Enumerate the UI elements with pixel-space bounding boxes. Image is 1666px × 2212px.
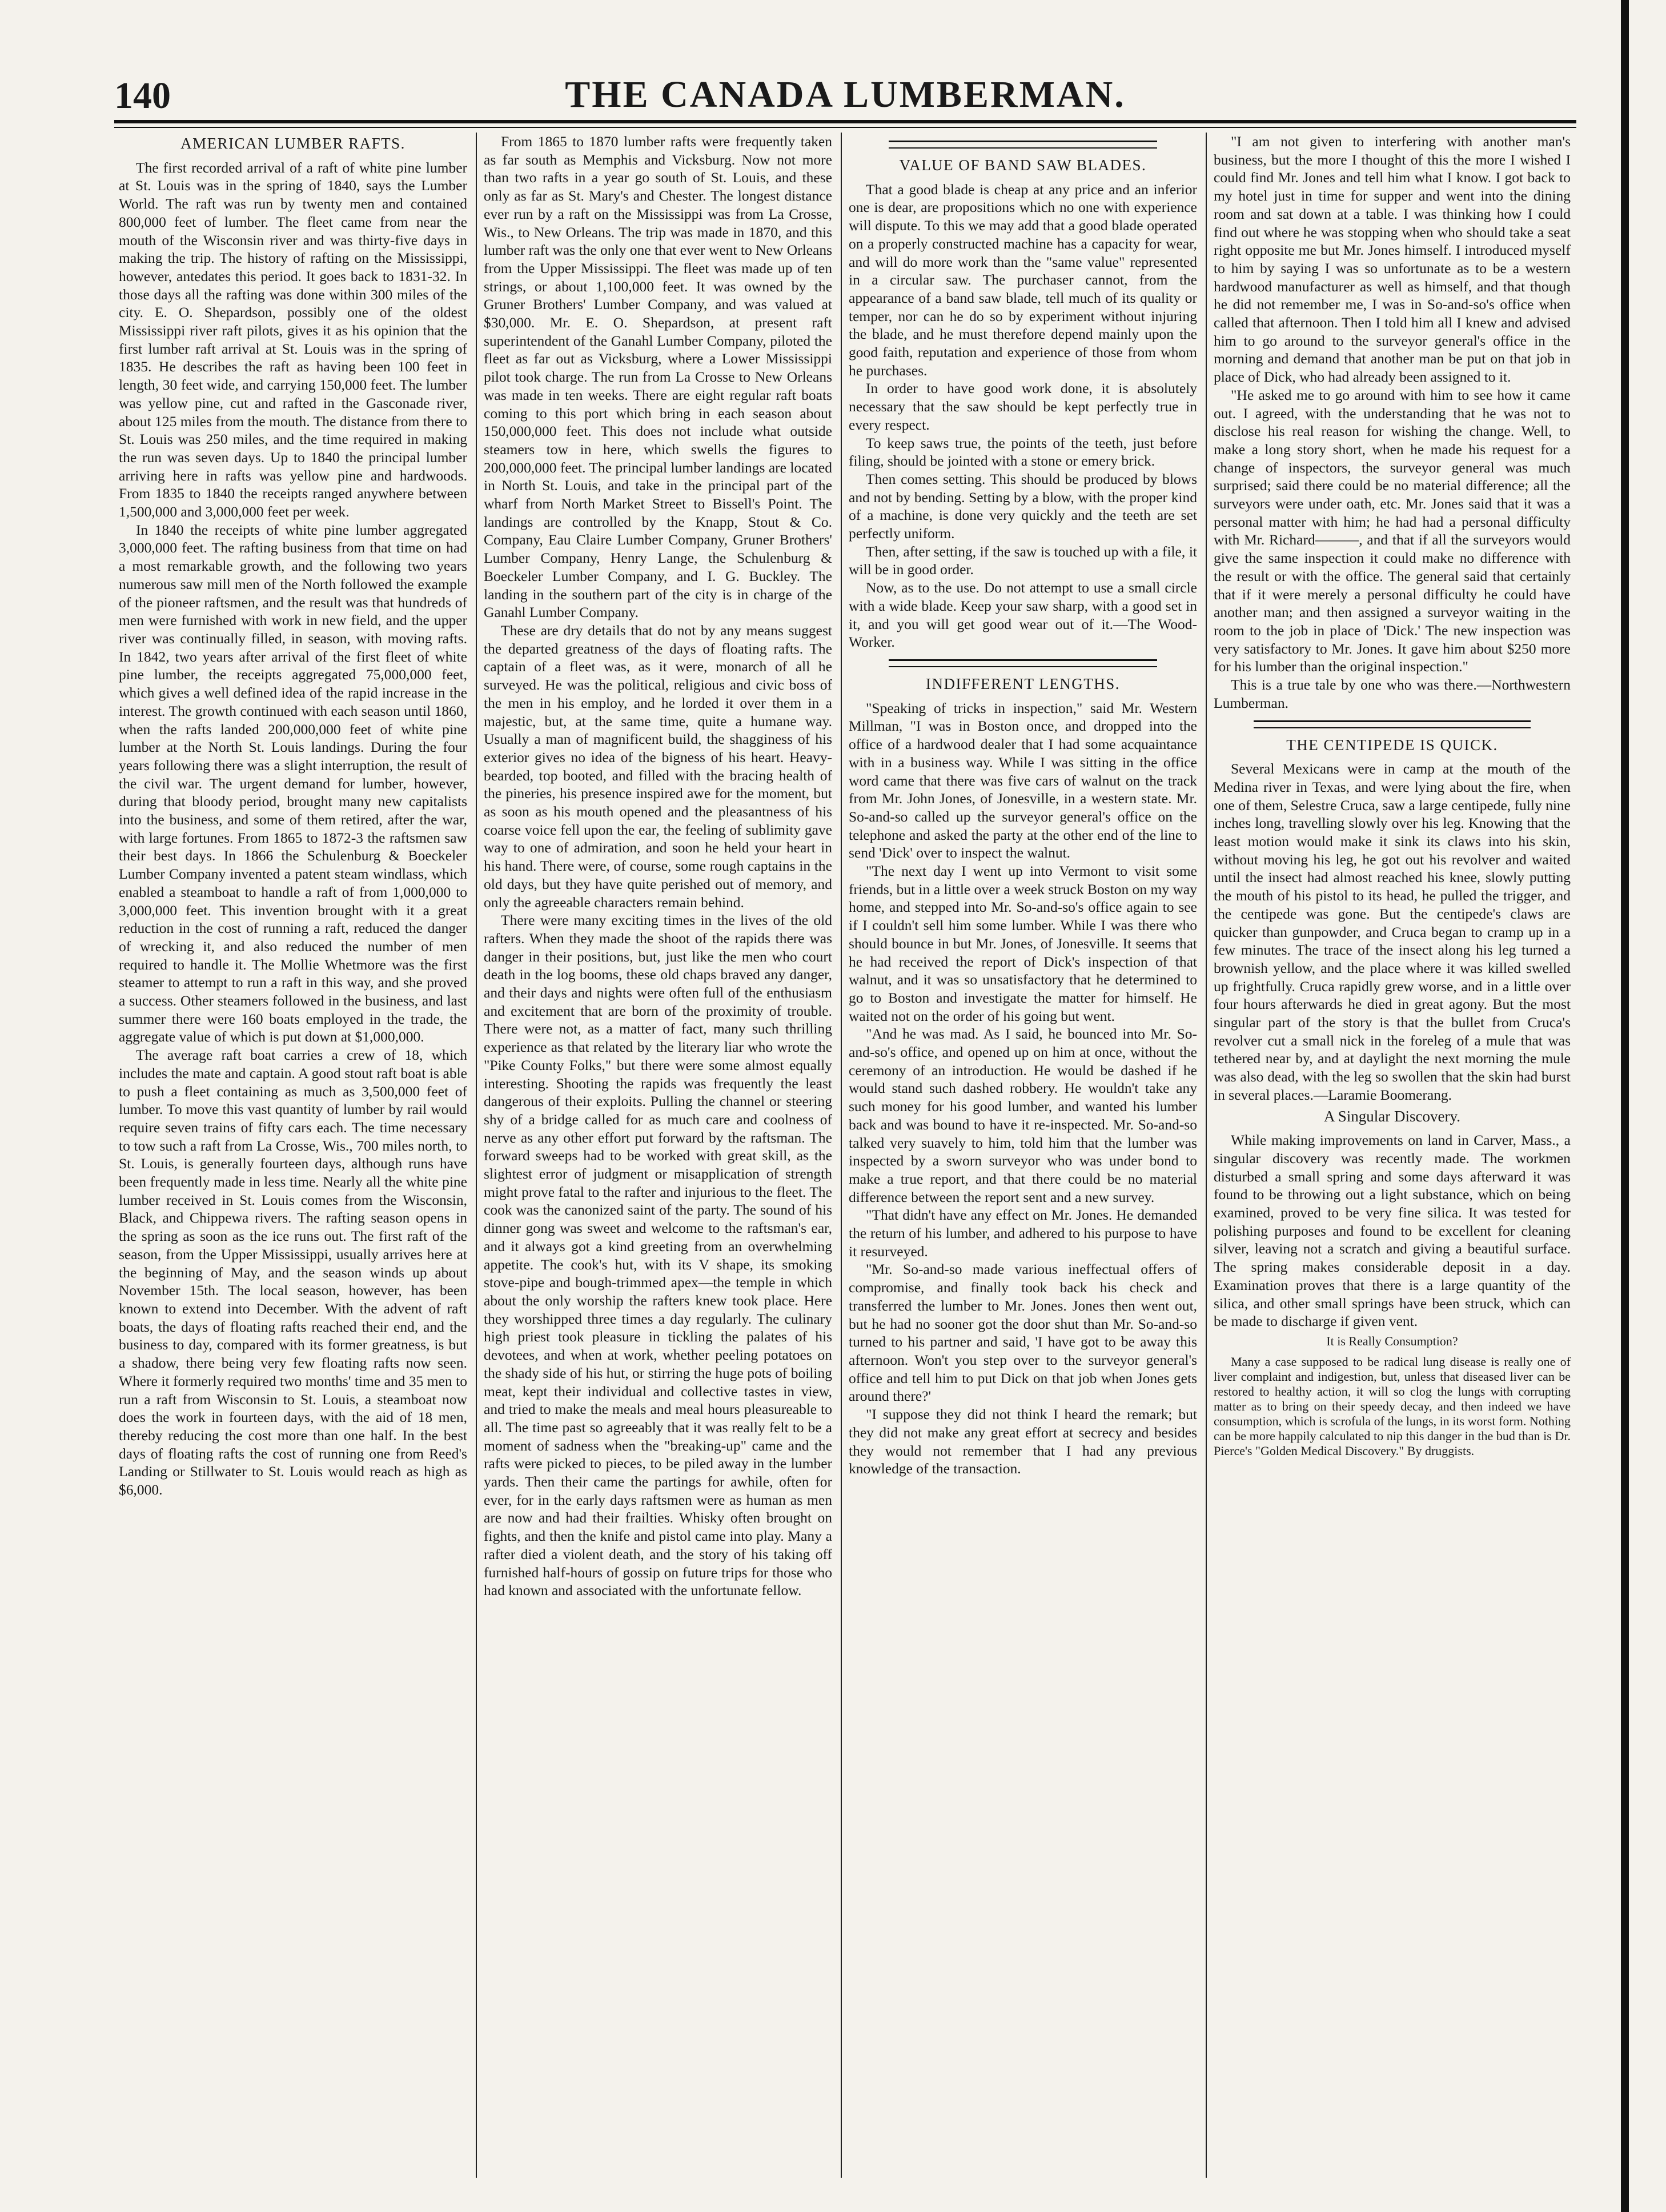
- article-paragraph: Now, as to the use. Do not attempt to use a small circle with a wide blade. Keep your saw sharp, with a good set in it, and you will get good wear out of it.—The Wood-Worker.: [849, 579, 1197, 651]
- article-heading: INDIFFERENT LENGTHS.: [926, 675, 1120, 692]
- masthead: [114, 69, 1576, 120]
- article-paragraph: "I am not given to interfering with another man's business, but the more I thought of this the more I wished I could find Mr. Jones and tell him what I know. I got back to my hotel just in time for supper and went into the dining room and sat down at a table. I was thinking how I could find out where he was stopping when who should take a seat right opposite me but Mr. Jones himself. I introduced myself to him by saying I was so unfortunate as to be a western hardwood manufacturer as well as himself, and that though he did not remember me, I was in So-and-so's office when called that afternoon. Then I told him all I knew and advised him to go around to the surveyor general's office in the morning and demand that another man be put on that job in place of Dick, who had already been assigned to it.: [1214, 133, 1571, 386]
- column-3: [849, 133, 1197, 2178]
- article-paragraph: That a good blade is cheap at any price and an inferior one is dear, are propositions which no one with experience will dispute. To this we may add that a good blade operated on a properly constructed machine has a capacity for wear, and will do more work than the "same value" represented in a circular saw. The purchaser cannot, from the appearance of a band saw blade, tell much of its quality or temper, nor can he do so by experiment without injuring the blade, and he must therefore depend mainly upon the good faith, reputation and experience of those from whom he purchases.: [849, 181, 1197, 379]
- page-number: 140: [114, 75, 171, 117]
- column-1: [119, 133, 467, 2178]
- article-paragraph: "The next day I went up into Vermont to visit some friends, but in a little over a week struck Boston on my way home, and stepped into Mr. So-and-so's office again to see if I couldn't sell him some lumber. While I was there who should bounce in but Mr. Jones, of Jonesville. It seems that he had received the report of Dick's inspection of that walnut, and it was so unsatisfactory that he determined to go to Boston and investigate the matter for himself. He waited not on the order of his going but went.: [849, 863, 1197, 1024]
- article-paragraph: "And he was mad. As I said, he bounced into Mr. So-and-so's office, and opened up on him at once, without the ceremony of an introduction. He would be dashed if he would stand such dashed robbery. He wouldn't take any such money for his good lumber, and wanted his lumber back and was bound to have it re-inspected. Mr. So-and-so talked very suavely to him, told him that the lumber was inspected by a sworn surveyor who was under bond to make a true report, and that there could be no material difference between the report sent and a new survey.: [849, 1025, 1197, 1205]
- article-paragraph: These are dry details that do not by any means suggest the departed greatness of the days of floating rafts. The captain of a fleet was, as it were, monarch of all he surveyed. He was the political, religious and civic boss of the men in his employ, and he lorded it over them in a majestic, but, at the same time, quite a humane way. Usually a man of magnificent build, the shagginess of his exterior gives no idea of the bigness of his heart. Heavy-bearded, top booted, and filled with the bracing health of the pineries, his presence inspired awe for the moment, but as soon as his mouth opened and the pleasantness of his coarse voice fell upon the ear, the feeling of sublimity gave way to one of admiration, and soon he held your heart in his hand. There were, of course, some rough captains in the old days, but they have quite perished out of memory, and only the agreeable characters remain behind.: [484, 622, 832, 911]
- header-rule-thin: [114, 127, 1576, 128]
- column-divider: [476, 133, 477, 2178]
- header-rule: [114, 120, 1576, 123]
- article-paragraph: In 1840 the receipts of white pine lumber aggregated 3,000,000 feet. The rafting business from that time on had a most remarkable growth, and the following two years numerous saw mill men of the North followed the example of the pioneer raftsmen, and the result was that hundreds of men were furnished with work in new field, and the upper river was continually filled, in season, with moving rafts. In 1842, two years after arrival of the first fleet of white pine lumber, the receipts aggregated 75,000,000 feet, which gives a well defined idea of the rapid increase in the interest. The growth continued with each season until 1860, when the rafts landed 200,000,000 feet of white pine lumber at the North St. Louis landings. During the four years following there was a slight interruption, the result of the civil war. The urgent demand for lumber, however, during that bloody period, brought many new capitalists into the business, and some of them retired, after the war, with large fortunes. From 1865 to 1872-3 the raftsmen saw their best days. In 1866 the Schulenburg & Boeckeler Lumber Company invented a patent steam windlass, which enabled a steamboat to handle a raft of from 1,000,000 to 3,000,000 feet. This invention brought with it a great reduction in the cost of running a raft, reduced the danger of wrecking it, and also reduced the number of men required to handle it. The Mollie Whetmore was the first steamer to attempt to run a raft in this way, and she proved a success. Other steamers followed in the business, and last summer there were 160 boats employed in the trade, the aggregate value of which is put down at $1,000,000.: [119, 521, 467, 1045]
- newspaper-title: THE CANADA LUMBERMAN.: [565, 74, 1126, 115]
- column-divider: [841, 133, 842, 2178]
- article-paragraph: "I suppose they did not think I heard the remark; but they did not make any great effort at secrecy and besides they would not remember that I had any previous knowledge of the transaction.: [849, 1406, 1197, 1477]
- article-paragraph: "He asked me to go around with him to see how it came out. I agreed, with the understanding that he was not to disclose his real reason for wishing the change. Well, to make a long story short, when he made his request for a change of inspectors, the surveyor general was much surprised; said there could be no material difference; all the surveyors were under oath, etc. Mr. Jones said that it was a personal matter with him; he had had a personal difficulty with Mr. Richard———, and that if all the surveyors would give the same inspection it could make no difference with the result or with the office. The general said that certainly that if it were merely a personal difficulty he could have another man; and then assigned a surveyor waiting in the room to the job in place of 'Dick.' The new inspection was very satisfactory to Mr. Jones. It gave him about $250 more for his lumber than the original inspection.": [1214, 386, 1571, 675]
- advert-heading: It is Really Consumption?: [1326, 1334, 1458, 1348]
- column-divider: [1206, 133, 1207, 2178]
- article-paragraph: "Mr. So-and-so made various ineffectual offers of compromise, and finally took back his check and transferred the lumber to Mr. Jones. Jones then went out, but he had no sooner got the door shut than Mr. So-and-so turned to his partner and said, 'I have got to be away this afternoon. Won't you step over to the surveyor general's office and tell him to put Dick on that job when Jones gets around there?': [849, 1261, 1197, 1405]
- article-heading: A Singular Discovery.: [1324, 1107, 1460, 1125]
- article-paragraph: Then, after setting, if the saw is touched up with a file, it will be in good order.: [849, 543, 1197, 578]
- article-paragraph: From 1865 to 1870 lumber rafts were frequently taken as far south as Memphis and Vicksburg. Now not more than two rafts in a year go south of St. Louis, and these only as far as St. Mary's and Chester. The longest distance ever run by a raft on the Mississippi was from La Crosse, Wis., to New Orleans. The trip was made in 1870, and this lumber raft was the only one that ever went to New Orleans from the Upper Mississippi. The fleet was made up of ten strings, or about 1,100,000 feet. It was owned by the Gruner Brothers' Lumber Company, and was valued at $30,000. Mr. E. O. Shepardson, at present raft superintendent of the Ganahl Lumber Company, piloted the fleet as far out as Vicksburg, where a Lower Mississippi pilot took charge. The run from La Crosse to New Orleans was made in ten weeks. There are eight regular raft boats coming to this port which bring in each season about 150,000,000 feet. This does not include what outside steamers tow in here, which swells the figures to 200,000,000 feet. The principal lumber landings are located in North St. Louis, and take in the principal part of the wharf from North Market Street to Bissell's Point. The landings are controlled by the Knapp, Stout & Co. Company, Eau Claire Lumber Company, Gruner Brothers' Lumber Company, Henry Lange, the Schulenburg & Boeckeler Lumber Company, and I. G. Buckley. The landing in the southern part of the city is in charge of the Ganahl Lumber Company.: [484, 133, 832, 621]
- article-separator: [1254, 720, 1531, 728]
- column-2: [484, 133, 832, 2178]
- article-paragraph: "Speaking of tricks in inspection," said Mr. Western Millman, "I was in Boston once, and dropped into the office of a hardwood dealer that I had some acquaintance with in a business way. While I was sitting in the office word came that there was five cars of walnut on the track from Mr. John Jones, of Jonesville, in a western state. Mr. So-and-so called up the surveyor general's office on the telephone and asked the party at the other end of the line to send 'Dick' over to inspect the walnut.: [849, 699, 1197, 861]
- article-paragraph: Then comes setting. This should be produced by blows and not by bending. Setting by a blow, with the proper kind of a machine, is done very quickly and the teeth are set perfectly uniform.: [849, 470, 1197, 542]
- article-paragraph: Several Mexicans were in camp at the mouth of the Medina river in Texas, and were lying about the fire, when one of them, Selestre Cruca, saw a large centipede, fully nine inches long, travelling slowly over his leg. Knowing that the least motion would make it sink its claws into his skin, without moving his leg, he got out his revolver and waited until the insect had almost reached his knee, slowly putting the mouth of his pistol to its head, he pulled the trigger, and the centipede was gone. But the centipede's claws are quicker than gunpowder, and Cruca began to cramp up in a few minutes. The trace of the insect along his leg turned a brownish yellow, and the place where it was killed swelled up frightfully. Cruca rapidly grew worse, and in a little over four hours afterwards he died in great agony. But the most singular part of the story is that the bullet from Cruca's revolver cut a small nick in the foreleg of a mule that was tethered near by, and at daylight the next morning the mule was also dead, with the leg so swollen that the skin had burst in several places.—Laramie Boomerang.: [1214, 760, 1571, 1103]
- article-paragraph: The average raft boat carries a crew of 18, which includes the mate and captain. A good stout raft boat is able to push a fleet containing as much as 3,500,000 feet of lumber. To move this vast quantity of lumber by rail would require seven trains of fifty cars each. The time necessary to tow such a raft from La Crosse, Wis., 700 miles north, to St. Louis, is generally fourteen days, although runs have been frequently made in less time. Nearly all the white pine lumber received in St. Louis comes from the Wisconsin, Black, and Chippewa rivers. The rafting season opens in the spring as soon as the ice runs out. The first raft of the season, from the Upper Mississippi, usually arrives here at the beginning of May, and the season winds up about November 15th. The local season, however, has been known to extend into December. With the advent of raft boats, the days of floating rafts reached their end, and the business to day, compared with its former greatness, is but a shadow, there being very few floating rafts now seen. Where it formerly required two months' time and 35 men to run a raft from Wisconsin to St. Louis, a steamboat now does the work in fourteen days, with the aid of 18 men, thereby reducing the cost more than one half. In the best days of floating rafts the cost of running one from Reed's Landing or Stillwater to St. Louis would reach as high as $6,000.: [119, 1047, 467, 1498]
- article-heading: THE CENTIPEDE IS QUICK.: [1286, 736, 1498, 754]
- article-paragraph: This is a true tale by one who was there.—Northwestern Lumberman.: [1214, 676, 1571, 711]
- article-paragraph: To keep saws true, the points of the teeth, just before filing, should be jointed with a stone or emery brick.: [849, 434, 1197, 470]
- article-separator: [889, 141, 1157, 149]
- column-4: [1214, 133, 1571, 2178]
- article-paragraph: There were many exciting times in the lives of the old rafters. When they made the shoot of the rapids there was danger in their positions, but, just like the men who court death in the log booms, these old chaps braved any danger, and their days and nights were often full of the enthusiasm and excitement that are born of the proximity of trouble. There were not, as a matter of fact, many such thrilling experience as that related by the literary liar who wrote the "Pike County Folks," but there were some almost equally interesting. Shooting the rapids was frequently the least dangerous of their exploits. Pulling the channel or steering shy of a bridge called for as much care and coolness of nerve as any other effort put forward by the raftsman. The forward sweeps had to be worked with great skill, as the slightest error of judgment or misapplication of strength might prove fatal to the rafter and injurious to the fleet. The cook was the canonized saint of the party. The sound of his dinner gong was sweet and welcome to the raftsman's ear, and it always got a kind greeting from an overwhelming appetite. The cook's hut, with its V shape, its smoking stove-pipe and bough-trimmed apex—the temple in which about the only worship the rafters knew took place. Here they worshipped three times a day regularly. The culinary high priest took pleasure in tickling the palates of his devotees, and when at work, whether peeling potatoes on the shady side of his hut, or stirring the huge pots of boiling meat, kept their individual and collective tastes in view, and tried to make the meals and meal hours pleasureable to all. The time past so agreeably that it was really felt to be a moment of sadness when the "breaking-up" came and the rafts were picked to pieces, to be piled away in the lumber yards. Then their came the partings for awhile, often for ever, for in the early days raftsmen were as human as men are now and had their frailties. Whisky often brought on fights, and then the knife and pistol came into play. Many a rafter died a violent death, and the story of his taking off furnished half-hours of gossip on future trips for those who had known and associated with the unfortunate fellow.: [484, 912, 832, 1599]
- article-paragraph: In order to have good work done, it is absolutely necessary that the saw should be kept perfectly true in every respect.: [849, 380, 1197, 433]
- article-paragraph: The first recorded arrival of a raft of white pine lumber at St. Louis was in the spring of 1840, says the Lumber World. The raft was run by twenty men and contained 800,000 feet of lumber. The fleet came from near the mouth of the Wisconsin river and was thirty-five days in making the trip. The history of rafting on the Mississippi, however, antedates this period. It goes back to 1831-32. In those days all the rafting was done within 300 miles of the city. E. O. Shepardson, possibly one of the oldest Mississippi river raft pilots, gives it as his opinion that the first lumber raft arrival at St. Louis was in the spring of 1835. He describes the raft as having been 100 feet in length, 30 feet wide, and carrying 150,000 feet. The lumber was yellow pine, cut and rafted in the Gasconade river, about 125 miles from the mouth. The distance from there to St. Louis was 250 miles, and the time required in making the run was seven days. Up to 1840 the principal lumber arriving here in rafts was yellow pine and hardwoods. From 1835 to 1840 the receipts ranged anywhere between 1,500,000 and 3,000,000 feet per week.: [119, 159, 467, 520]
- page-edge-bar: [1621, 0, 1629, 2212]
- article-heading: VALUE OF BAND SAW BLADES.: [899, 157, 1147, 174]
- article-paragraph: While making improvements on land in Carver, Mass., a singular discovery was recently made. The workmen disturbed a small spring and some days afterward it was found to be throwing out a light substance, which on being examined, proved to be very fine silica. It was tested for polishing purposes and found to be excellent for cleaning silver, leaving not a scratch and giving a beautiful surface. The spring makes considerable deposit in a day. Examination proves that there is a large quantity of the silica, and other small springs have been struck, which can be made to discharge if given vent.: [1214, 1132, 1571, 1330]
- article-separator: [889, 659, 1157, 667]
- article-heading: AMERICAN LUMBER RAFTS.: [180, 135, 406, 152]
- article-paragraph: "That didn't have any effect on Mr. Jones. He demanded the return of his lumber, and adhered to his purpose to have it resurveyed.: [849, 1207, 1197, 1260]
- advert-paragraph: Many a case supposed to be radical lung disease is really one of liver complaint and indigestion, but, unless that diseased liver can be restored to healthy action, it will so clog the lungs with corrupting matter as to bring on their speedy decay, and then indeed we have consumption, which is scrofula of the lungs, in its worst form. Nothing can be more happily calculated to nip this danger in the bud than is Dr. Pierce's "Golden Medical Discovery." By druggists.: [1214, 1355, 1571, 1458]
